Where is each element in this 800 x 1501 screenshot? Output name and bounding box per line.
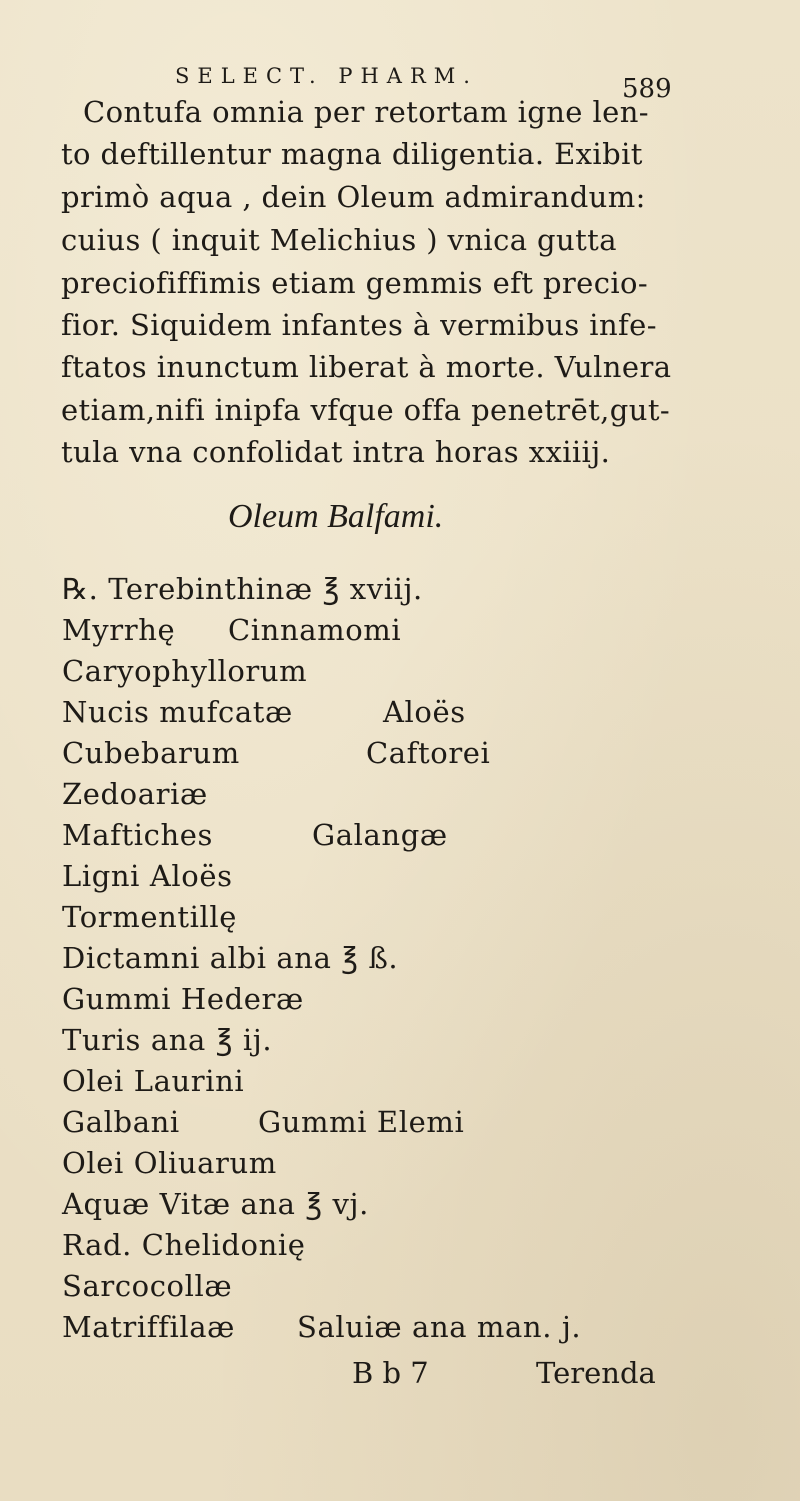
recipe-line-left: Maftiches — [62, 818, 214, 852]
running-head: SELECT. PHARM. — [175, 64, 478, 88]
paragraph-line: preciofiffimis etiam gemmis eft precio- — [61, 266, 649, 300]
recipe-line-left: Myrrhę — [62, 613, 176, 647]
recipe-line-left: Cubebarum — [62, 736, 240, 770]
paragraph-line: fior. Siquidem infantes à vermibus infe- — [61, 308, 657, 342]
recipe-line-right: Galangæ — [312, 818, 448, 852]
recipe-line-right: Aloës — [383, 695, 466, 729]
recipe-line-left: Nucis mufcatæ — [62, 695, 293, 729]
recipe-line-left: Rad. Chelidonię — [62, 1228, 306, 1262]
catchword: Terenda — [536, 1356, 656, 1390]
paragraph-line: Contufa omnia per retortam igne len- — [83, 95, 649, 129]
recipe-line-right: Gummi Elemi — [258, 1105, 465, 1139]
recipe-line-left: Galbani — [62, 1105, 180, 1139]
section-title: Oleum Balfami. — [228, 498, 444, 535]
paragraph-line: cuius ( inquit Melichius ) vnica gutta — [61, 223, 617, 257]
recipe-line-left: Zedoariæ — [62, 777, 208, 811]
signature-mark: B b 7 — [352, 1356, 429, 1390]
recipe-line-right: Saluiæ ana man. j. — [297, 1310, 582, 1344]
recipe-line-right: Caftorei — [366, 736, 491, 770]
recipe-line-left: ℞. Terebinthinæ ℥ xviij. — [62, 572, 423, 606]
recipe-line-left: Turis ana ℥ ij. — [62, 1023, 273, 1057]
recipe-line-left: Sarcocollæ — [62, 1269, 233, 1303]
paragraph-line: ftatos inunctum liberat à morte. Vulnera — [61, 350, 672, 384]
recipe-line-left: Olei Laurini — [62, 1064, 245, 1098]
paragraph-line: to deftillentur magna diligentia. Exibit — [61, 137, 643, 171]
recipe-line-left: Aquæ Vitæ ana ℥ vj. — [62, 1187, 369, 1221]
recipe-line-right: Cinnamomi — [228, 613, 402, 647]
recipe-line-left: Tormentillę — [62, 900, 237, 934]
recipe-line-left: Matriffilaæ — [62, 1310, 235, 1344]
recipe-line-left: Olei Oliuarum — [62, 1146, 277, 1180]
recipe-line-left: Gummi Hederæ — [62, 982, 304, 1016]
recipe-line-left: Ligni Aloës — [62, 859, 233, 893]
recipe-line-left: Caryophyllorum — [62, 654, 308, 688]
recipe-line-left: Dictamni albi ana ℥ ß. — [62, 941, 399, 975]
paragraph-line: primò aqua , dein Oleum admirandum: — [61, 180, 646, 214]
paragraph-line: etiam,nifi inipfa vfque offa penetrēt,gut- — [61, 393, 671, 427]
page-number: 589 — [622, 74, 672, 104]
paragraph-line: tula vna confolidat intra horas xxiiij. — [61, 435, 611, 469]
